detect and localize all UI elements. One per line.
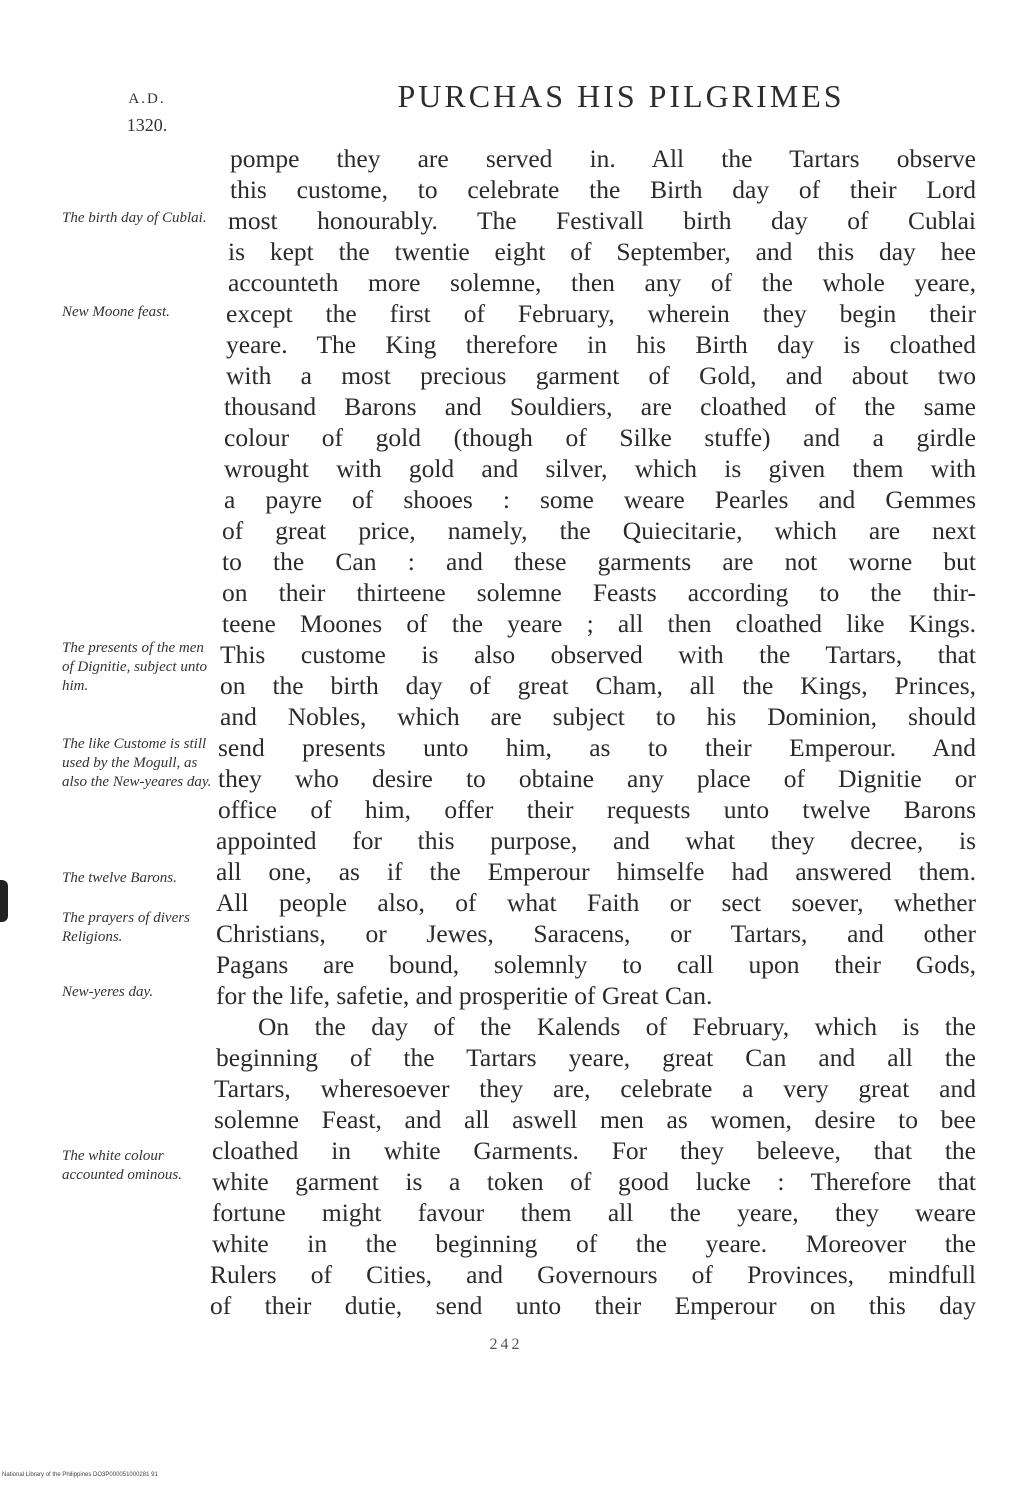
text-line: and Nobles, which are subject to his Dominion, should (220, 702, 976, 731)
text-line: accounteth more solemne, then any of the whole yeare, (228, 268, 976, 297)
margin-note: The birth day of Cublai. (62, 210, 207, 226)
text-line: on their thirteene solemne Feasts according to the thir- (222, 578, 976, 607)
margin-note: The white colour accounted ominous. (62, 1148, 182, 1183)
year-label: 1320. (126, 115, 168, 135)
text-line: on the birth day of great Cham, all the Kings, Princes, (220, 671, 976, 700)
page-number: 242 (489, 1336, 523, 1353)
scan-edge-mark (0, 880, 8, 922)
margin-note: The prayers of divers Religions. (62, 910, 190, 945)
text-line: solemne Feast, and all aswell men as women, desire to bee (214, 1105, 976, 1134)
text-line: is kept the twentie eight of September, and this day hee (228, 237, 976, 266)
text-line: This custome is also observed with the Tartars, that (220, 640, 976, 669)
text-line: a payre of shooes : some weare Pearles and Gemmes (224, 485, 976, 514)
text-line: white garment is a token of good lucke : Therefore that (212, 1167, 976, 1196)
margin-note: The twelve Barons. (62, 870, 177, 886)
text-line: all one, as if the Emperour himselfe had answered them. (216, 857, 976, 886)
text-line: this custome, to celebrate the Birth day of their Lord (230, 175, 976, 204)
text-line: cloathed in white Garments. For they beleeve, that the (212, 1136, 976, 1165)
text-line: they who desire to obtaine any place of Dignitie or (218, 764, 976, 793)
text-column (212, 143, 976, 1321)
text-line: of their dutie, send unto their Emperour on this day (210, 1291, 976, 1320)
text-line: most honourably. The Festivall birth day of Cublai (228, 206, 976, 235)
text-line: teene Moones of the yeare ; all then cloathed like Kings. (222, 609, 976, 638)
text-line: white in the beginning of the yeare. Moreover the (212, 1229, 976, 1258)
text-line: All people also, of what Faith or sect soever, whether (216, 888, 976, 917)
text-line: Christians, or Jewes, Saracens, or Tartars, and other (216, 919, 976, 948)
margin-note: The like Custome is still used by the Mogull, as also the New-yeares day. (62, 736, 212, 790)
library-imprint: National Library of the Philippines DO3P000051000281 91 (2, 1472, 158, 1478)
text-line: with a most precious garment of Gold, and about two (226, 361, 976, 390)
era-label: A.D. (128, 91, 166, 107)
margin-note: New-yeres day. (62, 984, 154, 1000)
margin-note: New Moone feast. (62, 304, 170, 320)
text-line: On the day of the Kalends of February, which is the (258, 1012, 976, 1041)
text-line: wrought with gold and silver, which is given them with (224, 454, 976, 483)
text-line: pompe they are served in. All the Tartars observe (230, 144, 976, 173)
text-line: thousand Barons and Souldiers, are cloathed of the same (224, 392, 976, 421)
text-line: colour of gold (though of Silke stuffe) and a girdle (224, 423, 976, 452)
text-line: beginning of the Tartars yeare, great Can and all the (216, 1043, 976, 1072)
text-line: Rulers of Cities, and Governours of Provinces, mindfull (210, 1260, 976, 1289)
page-title: PURCHAS HIS PILGRIMES (397, 78, 845, 114)
text-line: Pagans are bound, solemnly to call upon their Gods, (216, 950, 976, 979)
margin-note: The presents of the men of Dignitie, subject unto him. (62, 640, 207, 694)
text-line: fortune might favour them all the yeare, they weare (212, 1198, 976, 1227)
text-line: of great price, namely, the Quiecitarie, which are next (222, 516, 976, 545)
text-line: except the first of February, wherein they begin their (226, 299, 976, 328)
text-line: appointed for this purpose, and what they decree, is (216, 826, 976, 855)
text-line: yeare. The King therefore in his Birth day is cloathed (226, 330, 976, 359)
text-line: office of him, offer their requests unto twelve Barons (218, 795, 976, 824)
text-line: Tartars, wheresoever they are, celebrate a very great and (214, 1074, 976, 1103)
year-header (112, 86, 182, 138)
text-line: for the life, safetie, and prosperitie of Great Can. (216, 981, 713, 1010)
text-line: to the Can : and these garments are not worne but (222, 547, 976, 576)
text-line: send presents unto him, as to their Emperour. And (218, 733, 976, 762)
